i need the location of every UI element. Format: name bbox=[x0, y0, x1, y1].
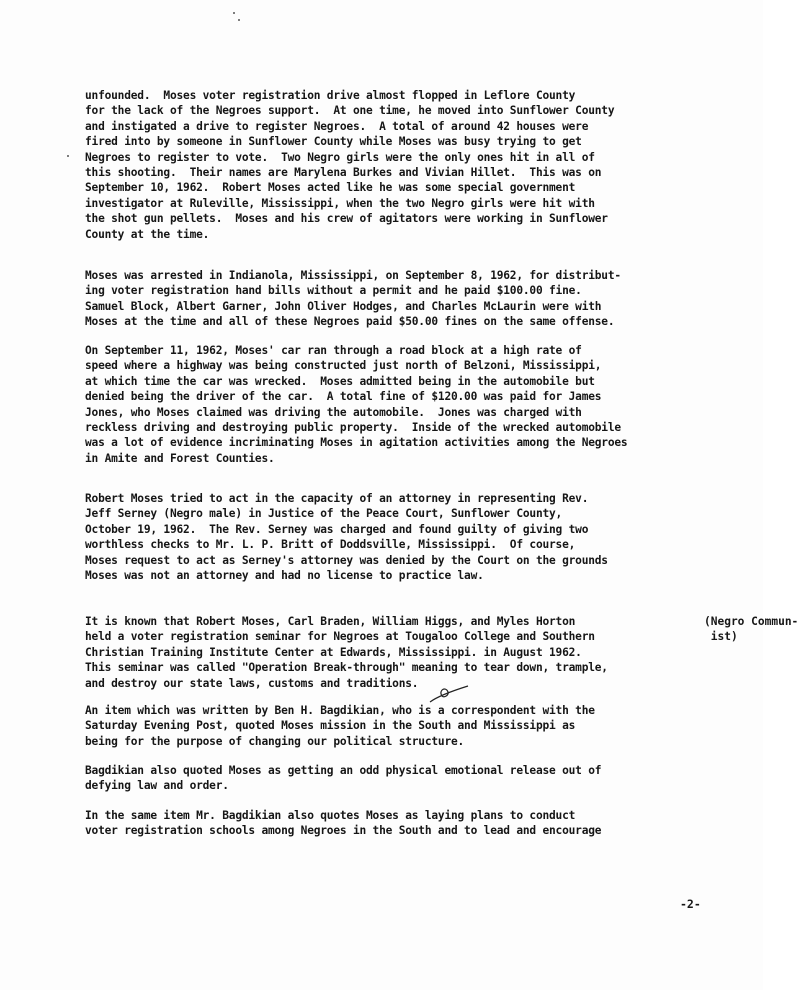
margin-note: (Negro Commun- ist) bbox=[704, 615, 798, 644]
paragraph-indianola-arrest: Moses was arrested in Indianola, Mississippi, on September 8, 1962, for distribut- ing voter registration hand bills without a permit and he paid $100.00 fine. Samuel Block, Albert Garner, John Oliver Hodges, and Charles McLaurin were with Moses at the time and all of these Negroes paid $50.00 fines on the same offense. bbox=[85, 269, 621, 329]
paragraph-voter-schools: In the same item Mr. Bagdikian also quotes Moses as laying plans to conduct voter registration schools among Negroes in the South and to lead and encourage bbox=[85, 809, 602, 838]
scan-speck bbox=[233, 12, 235, 14]
scan-speck bbox=[238, 19, 240, 21]
paragraph-serney-attorney: Robert Moses tried to act in the capacity of an attorney in representing Rev. Jeff Serney (Negro male) in Justice of the Peace Court, Sunflower County, October 19, 1962. The Rev. Serney was charged and found guilty of giving two worthless checks to Mr. L. P. Britt of Doddsville, Mississippi. Of course, Moses request to act as Serney's attorney was denied by the Court on the grounds Moses was not an attorney and had no license to practice law. bbox=[85, 492, 608, 583]
paragraph-seminar: It is known that Robert Moses, Carl Braden, William Higgs, and Myles Horton held a voter registration seminar for Negroes at Tougaloo College and Southern Christian Training Institute Center at Edwards, Mississippi. in August 1962. This seminar was called "Operation Break-through" meaning to tear down, trample, and destroy our state laws, customs and traditions. bbox=[85, 615, 608, 690]
paragraph-bagdikian-item: An item which was written by Ben H. Bagdikian, who is a correspondent with the Saturday Evening Post, quoted Moses mission in the South and Mississippi as being for the purpose of changing our political structure. bbox=[85, 704, 595, 748]
paragraph-leflore-sunflower: unfounded. Moses voter registration drive almost flopped in Leflore County for the lack of the Negroes support. At one time, he moved into Sunflower County and instigated a drive to register Negroes. A total of around 42 houses were fired into by someone in Sunflower County while Moses was busy trying to get Negroes to register to vote. Two Negro girls were the only ones hit in all of this shooting. Their names are Marylena Burkes and Vivian Hillet. This was on September 10, 1962. Robert Moses acted like he was some special government investigator at Ruleville, Mississippi, when the two Negro girls were hit with the shot gun pellets. Moses and his crew of agitators were working in Sunflower County at the time. bbox=[85, 89, 615, 241]
scan-speck bbox=[67, 155, 69, 157]
paragraph-belzoni-roadblock: On September 11, 1962, Moses' car ran through a road block at a high rate of speed where a highway was being constructed just north of Belzoni, Mississippi, at which time the car was wrecked. Moses admitted being in the automobile but denied being the driver of the car. A total fine of $120.00 was paid for James Jones, who Moses claimed was driving the automobile. Jones was charged with reckless driving and destroying public property. Inside of the wrecked automobile was a lot of evidence incriminating Moses in agitation activities among the Negroes in Amite and Forest Counties. bbox=[85, 344, 628, 465]
paragraph-bagdikian-quote: Bagdikian also quoted Moses as getting an odd physical emotional release out of defying law and order. bbox=[85, 764, 602, 793]
page-number: -2- bbox=[680, 897, 701, 911]
